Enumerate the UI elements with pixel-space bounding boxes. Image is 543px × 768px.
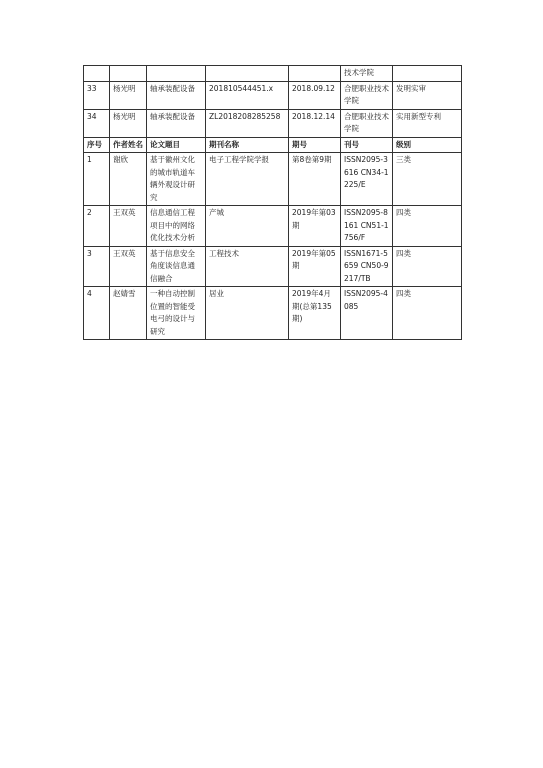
paper-author-cell: 赵婧雪: [110, 287, 147, 340]
paper-row: [84, 246, 462, 287]
paper-journal-cell: 产城: [206, 206, 289, 247]
patent-owner-cell: 合肥职业技术学院: [341, 109, 393, 137]
achievements-table: [83, 65, 462, 340]
patent-no-cell: 34: [84, 109, 110, 137]
header-issue: 期号: [289, 137, 341, 153]
patent-title-cell: [147, 66, 206, 82]
patent-type-cell: 实用新型专利: [393, 109, 462, 137]
paper-no-cell: 4: [84, 287, 110, 340]
paper-issue-cell: 2019年4月期(总第135期): [289, 287, 341, 340]
paper-level-cell: 四类: [393, 206, 462, 247]
paper-journal-cell: 电子工程学院学报: [206, 153, 289, 206]
header-journal: 期刊名称: [206, 137, 289, 153]
patent-title-cell: 轴承装配设备: [147, 81, 206, 109]
paper-code-cell: ISSN1671-5659 CN50-9217/TB: [341, 246, 393, 287]
paper-issue-cell: 2019年第03期: [289, 206, 341, 247]
header-title: 论文题目: [147, 137, 206, 153]
patent-owner-cell: 技术学院: [341, 66, 393, 82]
paper-level-cell: 四类: [393, 287, 462, 340]
paper-code-cell: ISSN2095-4085: [341, 287, 393, 340]
paper-header-row: [84, 137, 462, 153]
paper-code-cell: ISSN2095-3616 CN34-1225/E: [341, 153, 393, 206]
paper-journal-cell: 工程技术: [206, 246, 289, 287]
paper-row: [84, 206, 462, 247]
patent-name-cell: [110, 66, 147, 82]
patent-no-cell: 33: [84, 81, 110, 109]
paper-title-cell: 基于徽州文化的城市轨道车辆外观设计研究: [147, 153, 206, 206]
header-code: 刊号: [341, 137, 393, 153]
header-level: 级别: [393, 137, 462, 153]
paper-no-cell: 1: [84, 153, 110, 206]
patent-type-cell: [393, 66, 462, 82]
patent-no-cell: [84, 66, 110, 82]
patent-number-cell: [206, 66, 289, 82]
paper-issue-cell: 第8卷第9期: [289, 153, 341, 206]
paper-title-cell: 一种自动控制位置的智能受电弓的设计与研究: [147, 287, 206, 340]
patent-number-cell: ZL2018208285258: [206, 109, 289, 137]
patent-date-cell: 2018.09.12: [289, 81, 341, 109]
paper-code-cell: ISSN2095-8161 CN51-1756/F: [341, 206, 393, 247]
patent-row: [84, 109, 462, 137]
paper-title-cell: 基于信息安全角度谈信息通信融合: [147, 246, 206, 287]
patent-row: [84, 81, 462, 109]
paper-title-cell: 信息通信工程项目中的网络优化技术分析: [147, 206, 206, 247]
paper-row: [84, 287, 462, 340]
paper-author-cell: 谢欣: [110, 153, 147, 206]
patent-name-cell: 杨光明: [110, 81, 147, 109]
patent-date-cell: 2018.12.14: [289, 109, 341, 137]
paper-journal-cell: 居业: [206, 287, 289, 340]
paper-no-cell: 3: [84, 246, 110, 287]
patent-owner-cell: 合肥职业技术学院: [341, 81, 393, 109]
paper-level-cell: 三类: [393, 153, 462, 206]
patent-title-cell: 轴承装配设备: [147, 109, 206, 137]
paper-level-cell: 四类: [393, 246, 462, 287]
paper-row: [84, 153, 462, 206]
paper-no-cell: 2: [84, 206, 110, 247]
patent-date-cell: [289, 66, 341, 82]
patent-name-cell: 杨光明: [110, 109, 147, 137]
header-author: 作者姓名: [110, 137, 147, 153]
header-no: 序号: [84, 137, 110, 153]
patent-row: [84, 66, 462, 82]
patent-number-cell: 201810544451.x: [206, 81, 289, 109]
paper-issue-cell: 2019年第05期: [289, 246, 341, 287]
paper-author-cell: 王双英: [110, 246, 147, 287]
paper-author-cell: 王双英: [110, 206, 147, 247]
patent-type-cell: 发明实审: [393, 81, 462, 109]
